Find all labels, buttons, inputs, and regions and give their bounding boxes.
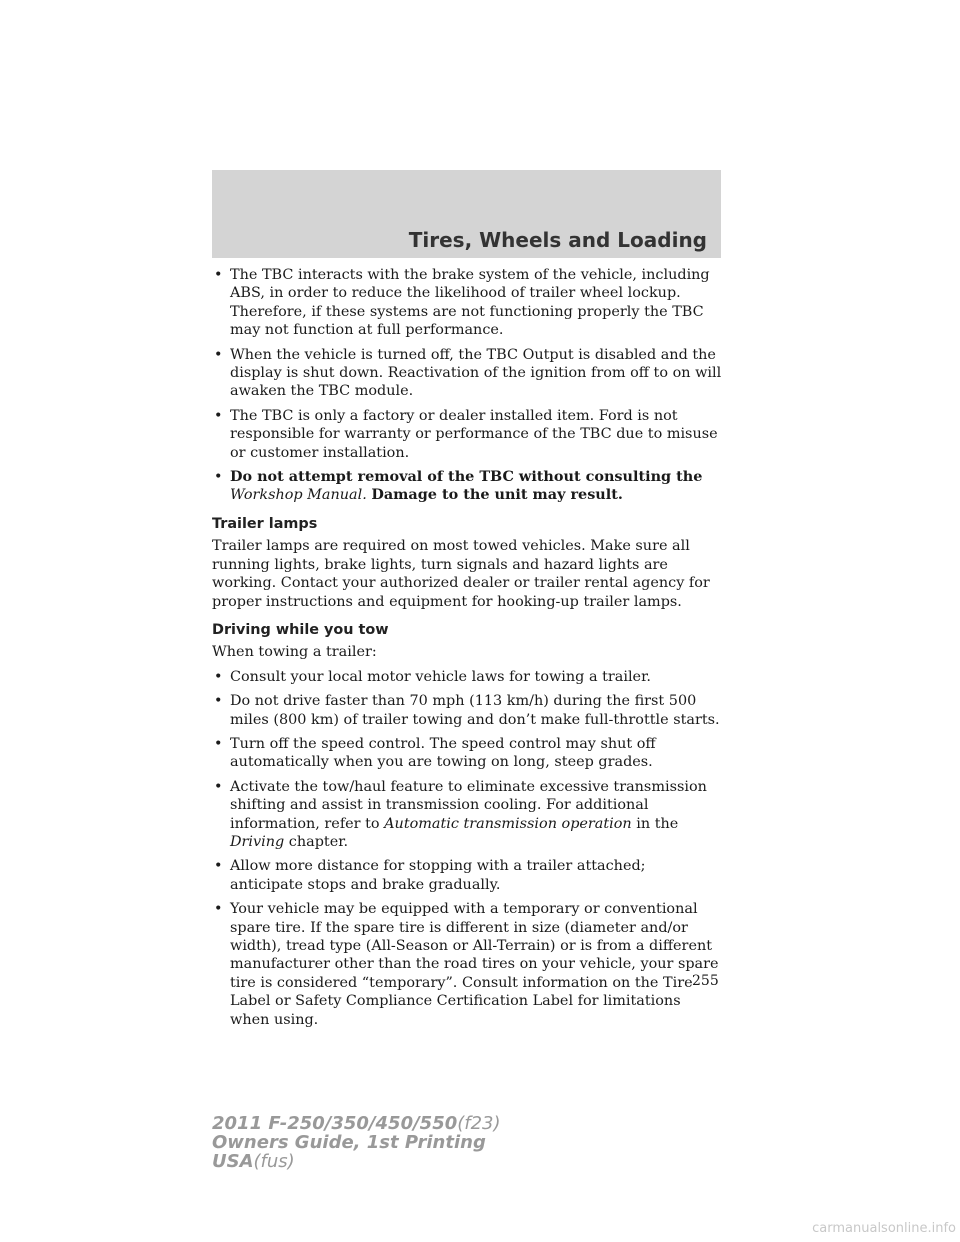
list-item: • Your vehicle may be equipped with a temporary or conventional spare tire. If the spare tire is different in size (diameter and/or width), tread type (All-Season or All-Terrain) or is from a different manufacturer other than the road tires on your vehicle, your spare tire is considered “temporary”. Consult information on the Tire Label or Safety Compliance Certification Label for limitations when using.: [212, 900, 722, 1029]
section-heading-trailer-lamps: Trailer lamps: [212, 515, 318, 532]
chapter-title: Tires, Wheels and Loading: [408, 228, 707, 252]
footer-model-code: (f23): [457, 1113, 501, 1134]
towhaul-text-c: chapter.: [284, 833, 349, 850]
footer-market: USA: [212, 1151, 254, 1172]
warning-item: [212, 468, 722, 505]
towhaul-text-b: in the: [631, 815, 679, 832]
driving-chapter-reference: Driving: [230, 833, 285, 850]
document-footer: [212, 1114, 501, 1171]
footer-market-code: (fus): [253, 1151, 295, 1172]
chapter-header-band: [212, 170, 721, 258]
footer-model: 2011 F-250/350/450/550: [212, 1113, 458, 1134]
workshop-manual-reference: Workshop Manual.: [230, 487, 367, 504]
warning-bold-end: Damage to the unit may result.: [371, 486, 623, 504]
page-content: [212, 266, 722, 1035]
driving-intro: When towing a trailer:: [212, 644, 377, 661]
list-item: • Consult your local motor vehicle laws for towing a trailer.: [212, 668, 722, 686]
list-item: • When the vehicle is turned off, the TBC Output is disabled and the display is shut down. Reactivation of the ignition from off to on will awaken the TBC module.: [212, 346, 722, 401]
list-item: • The TBC is only a factory or dealer installed item. Ford is not responsible for warranty or performance of the TBC due to misuse or customer installation.: [212, 407, 722, 462]
list-item: • The TBC interacts with the brake system of the vehicle, including ABS, in order to reduce the likelihood of trailer wheel lockup. Therefore, if these systems are not functioning properly the TBC may not function at full performance.: [212, 266, 722, 340]
section-heading-driving-while-you-tow: Driving while you tow: [212, 621, 389, 638]
list-item-towhaul: [212, 778, 722, 852]
site-watermark: carmanualsonline.info: [812, 1221, 956, 1236]
warning-bold-start: Do not attempt removal of the TBC without consulting the: [230, 468, 703, 486]
list-item: • Allow more distance for stopping with a trailer attached; anticipate stops and brake gradually.: [212, 857, 722, 894]
trailer-lamps-paragraph: Trailer lamps are required on most towed vehicles. Make sure all running lights, brake lights, turn signals and hazard lights are working. Contact your authorized dealer or trailer rental agency for proper instructions and equipment for hooking-up trailer lamps.: [212, 538, 710, 610]
page-number: 255: [692, 973, 719, 989]
list-item: • Do not drive faster than 70 mph (113 km/h) during the first 500 miles (800 km) of trailer towing and don’t make full-throttle starts.: [212, 692, 722, 729]
transmission-reference: Automatic transmission operation: [384, 815, 632, 832]
footer-edition: Owners Guide, 1st Printing: [212, 1132, 486, 1153]
towhaul-text-a: Activate the tow/haul feature to eliminate excessive transmission shifting and assist in transmission cooling. For additional information, refer to: [230, 778, 707, 832]
list-item: • Turn off the speed control. The speed control may shut off automatically when you are towing on long, steep grades.: [212, 735, 722, 772]
